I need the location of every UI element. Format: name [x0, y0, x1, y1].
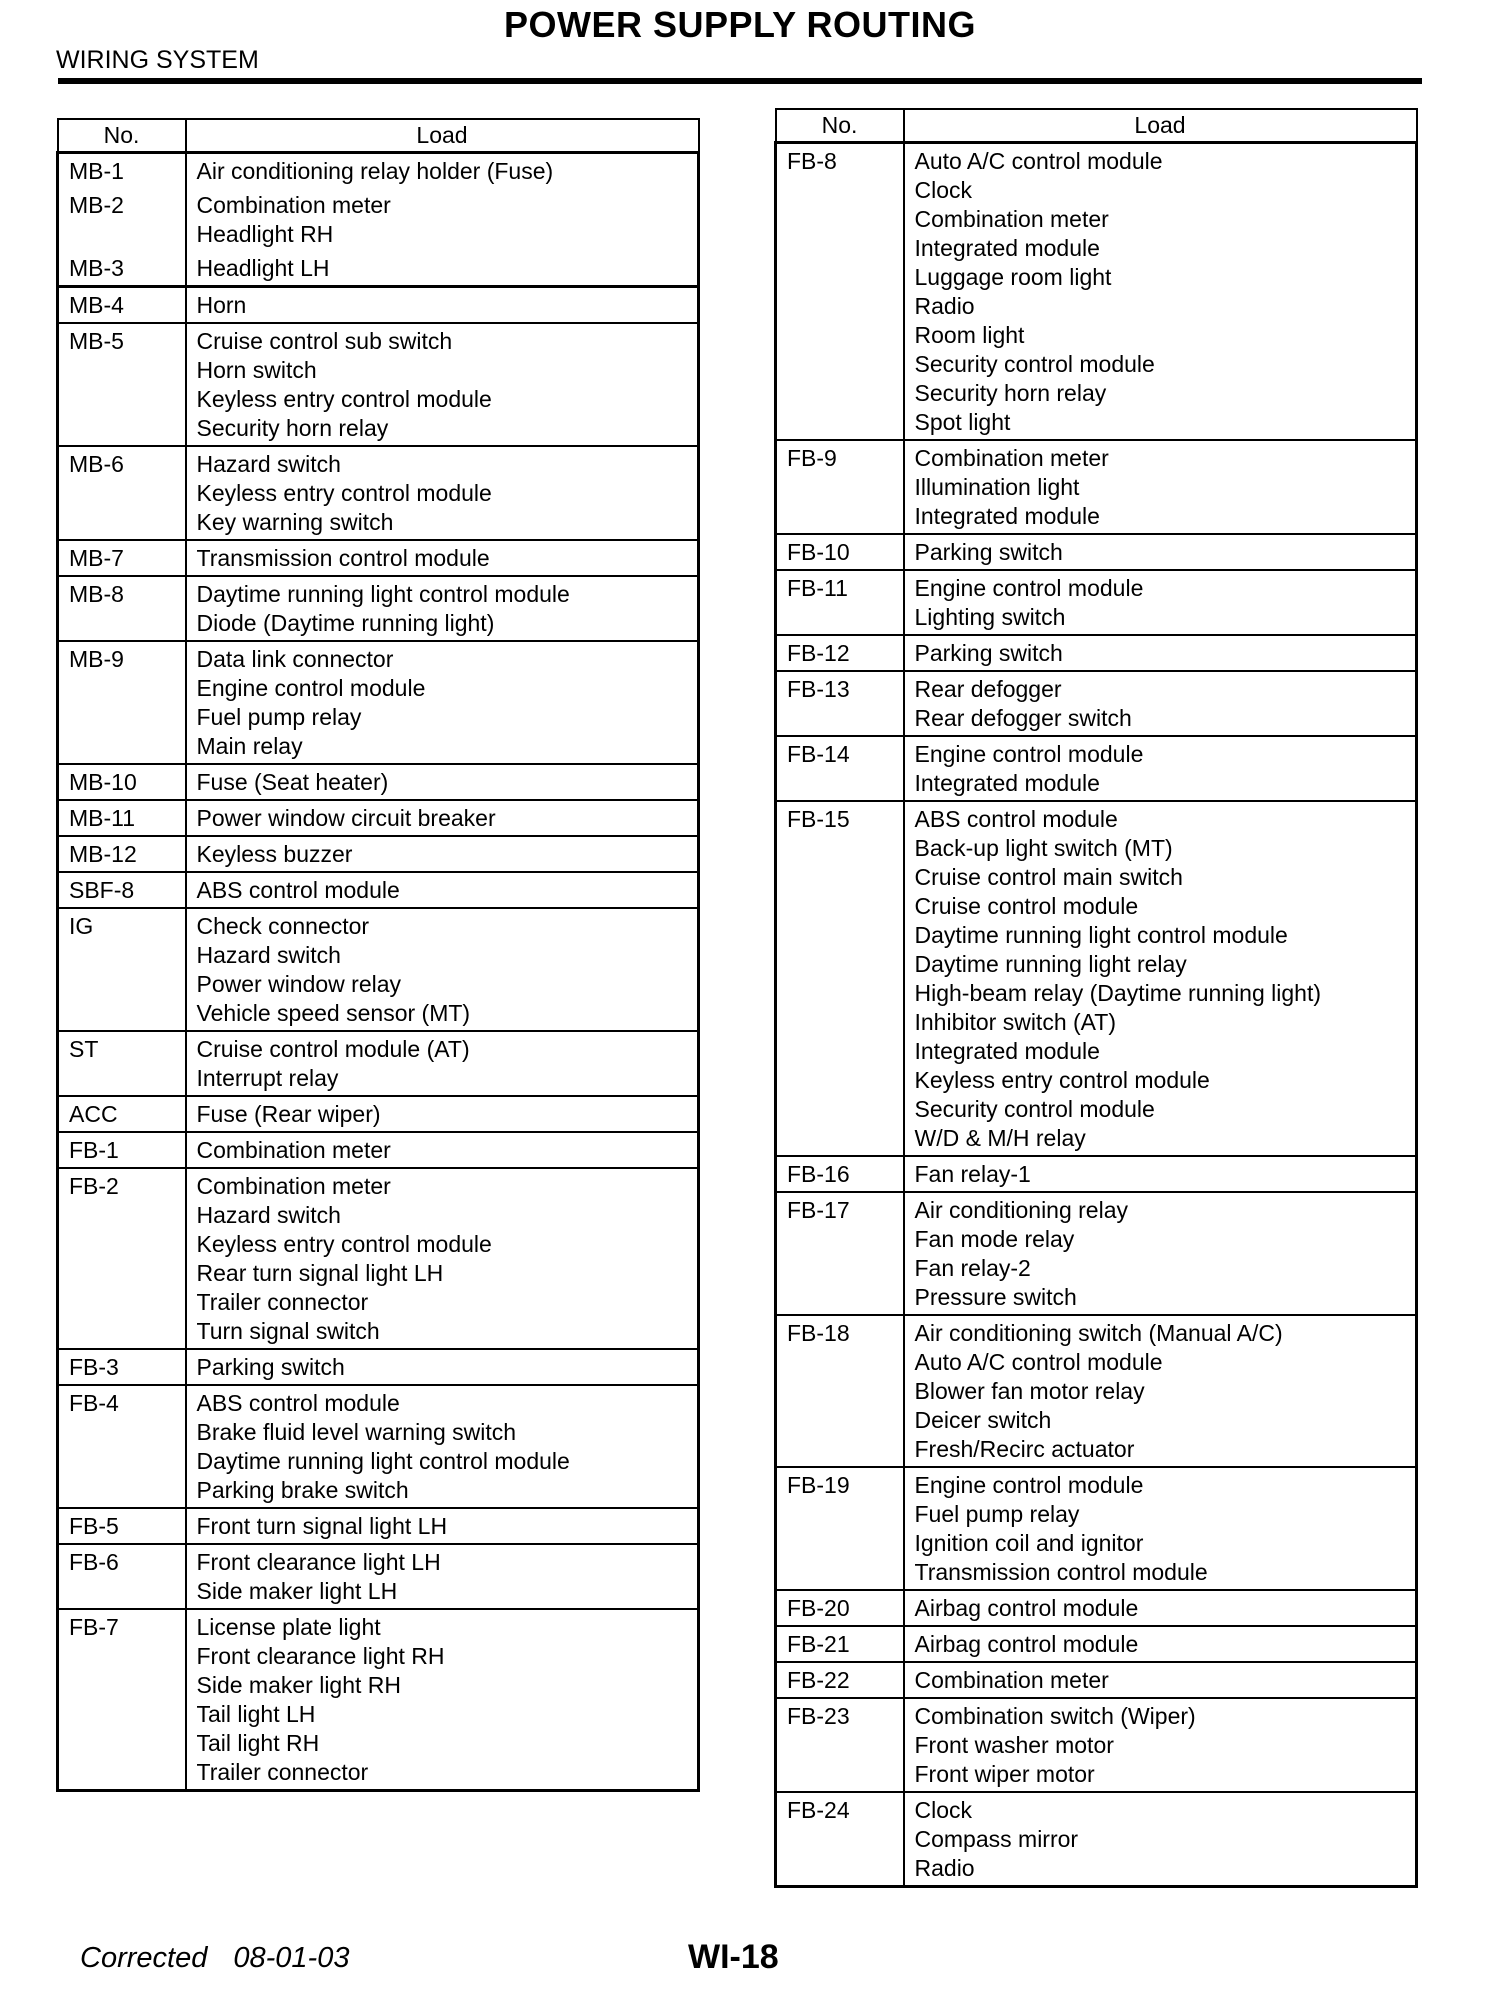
circuit-no: MB-5: [58, 323, 186, 446]
circuit-no: FB-18: [776, 1315, 904, 1467]
load-item: Fan relay-1: [914, 1161, 1031, 1187]
load-list: [904, 1156, 1417, 1192]
load-list: [186, 1349, 699, 1385]
circuit-no: FB-10: [776, 534, 904, 570]
section-label: WIRING SYSTEM: [56, 46, 259, 74]
load-list: [186, 188, 699, 251]
circuit-no: FB-8: [776, 143, 904, 441]
load-item: Fan relay-2: [914, 1255, 1031, 1281]
load-item: Side maker light LH: [196, 1578, 398, 1604]
load-item: Fuse (Rear wiper): [196, 1101, 381, 1127]
load-item: Hazard switch: [196, 942, 341, 968]
load-list: [904, 570, 1417, 635]
load-item: Parking switch: [196, 1354, 345, 1380]
load-list: [186, 908, 699, 1031]
circuit-no: FB-14: [776, 736, 904, 801]
load-list: [186, 446, 699, 540]
load-item: Airbag control module: [914, 1631, 1139, 1657]
load-item: Integrated module: [914, 1038, 1100, 1064]
load-list: [904, 440, 1417, 534]
load-item: Parking switch: [914, 640, 1063, 666]
table-row: [776, 1698, 1417, 1792]
load-item: Tail light RH: [196, 1730, 320, 1756]
load-item: Room light: [914, 322, 1025, 348]
load-item: High-beam relay (Daytime running light): [914, 980, 1321, 1006]
circuit-no: FB-6: [58, 1544, 186, 1609]
load-list: [186, 836, 699, 872]
load-item: Keyless buzzer: [196, 841, 353, 867]
load-item: Engine control module: [914, 575, 1144, 601]
table-row: [58, 1168, 699, 1349]
load-item: Luggage room light: [914, 264, 1112, 290]
load-item: Parking brake switch: [196, 1477, 409, 1503]
page-number: WI-18: [688, 1938, 779, 1976]
circuit-no: FB-16: [776, 1156, 904, 1192]
load-item: Clock: [914, 1797, 973, 1823]
load-item: Brake fluid level warning switch: [196, 1419, 517, 1445]
load-item: Turn signal switch: [196, 1318, 380, 1344]
right-table-body: [776, 143, 1417, 1887]
load-list: [186, 641, 699, 764]
load-item: Security horn relay: [914, 380, 1107, 406]
load-item: Hazard switch: [196, 451, 341, 477]
load-list: [904, 1192, 1417, 1315]
load-item: Power window circuit breaker: [196, 805, 496, 831]
load-item: Spot light: [914, 409, 1011, 435]
load-item: Air conditioning relay holder (Fuse): [196, 158, 554, 184]
load-item: Security control module: [914, 1096, 1155, 1122]
page-title: POWER SUPPLY ROUTING: [503, 4, 977, 45]
left-table-body: [58, 287, 699, 1791]
load-list: [904, 801, 1417, 1156]
load-item: Illumination light: [914, 474, 1080, 500]
table-row: [58, 1385, 699, 1508]
table-row: [58, 446, 699, 540]
load-list: [904, 1662, 1417, 1698]
load-item: Cruise control sub switch: [196, 328, 453, 354]
load-item: Air conditioning relay: [914, 1197, 1129, 1223]
load-item: Interrupt relay: [196, 1065, 339, 1091]
load-item: Engine control module: [914, 1472, 1144, 1498]
table-row: [776, 1192, 1417, 1315]
circuit-no: MB-11: [58, 800, 186, 836]
table-row: [776, 570, 1417, 635]
circuit-no: MB-4: [58, 287, 186, 324]
circuit-no: MB-10: [58, 764, 186, 800]
load-item: Security control module: [914, 351, 1155, 377]
table-row: [58, 540, 699, 576]
left-power-table: [56, 118, 700, 1792]
load-item: Integrated module: [914, 770, 1100, 796]
load-item: Diode (Daytime running light): [196, 610, 495, 636]
load-list: [186, 872, 699, 908]
load-list: [904, 1315, 1417, 1467]
load-item: Combination meter: [914, 1667, 1109, 1693]
revision-status: Corrected: [80, 1942, 208, 1974]
table-row: [58, 287, 699, 324]
load-item: Horn: [196, 292, 247, 318]
table-row: [776, 1626, 1417, 1662]
load-item: Ignition coil and ignitor: [914, 1530, 1144, 1556]
load-list: [904, 736, 1417, 801]
circuit-no: MB-2: [58, 188, 186, 251]
load-list: [904, 1590, 1417, 1626]
load-item: Keyless entry control module: [196, 386, 492, 412]
circuit-no: FB-3: [58, 1349, 186, 1385]
load-item: Radio: [914, 1855, 975, 1881]
circuit-no: FB-7: [58, 1609, 186, 1791]
table-row: [58, 836, 699, 872]
table-row: [58, 1349, 699, 1385]
circuit-no: MB-1: [58, 153, 186, 189]
load-list: [186, 800, 699, 836]
load-item: Daytime running light control module: [196, 581, 570, 607]
load-list: [186, 1385, 699, 1508]
load-item: Clock: [914, 177, 973, 203]
load-item: Side maker light RH: [196, 1672, 402, 1698]
circuit-no: FB-4: [58, 1385, 186, 1508]
load-item: Hazard switch: [196, 1202, 341, 1228]
table-row: [776, 1590, 1417, 1626]
load-item: Fuel pump relay: [196, 704, 362, 730]
load-item: ABS control module: [196, 1390, 400, 1416]
load-item: Fuse (Seat heater): [196, 769, 389, 795]
load-item: Cruise control main switch: [914, 864, 1183, 890]
table-row: [58, 872, 699, 908]
circuit-no: SBF-8: [58, 872, 186, 908]
load-item: Daytime running light control module: [196, 1448, 570, 1474]
load-list: [904, 1698, 1417, 1792]
load-item: Front turn signal light LH: [196, 1513, 448, 1539]
circuit-no: ACC: [58, 1096, 186, 1132]
load-item: Main relay: [196, 733, 303, 759]
load-item: Air conditioning switch (Manual A/C): [914, 1320, 1283, 1346]
circuit-no: FB-1: [58, 1132, 186, 1168]
load-item: Trailer connector: [196, 1289, 369, 1315]
load-list: [904, 534, 1417, 570]
table-row: [776, 1662, 1417, 1698]
load-item: Front clearance light RH: [196, 1643, 445, 1669]
load-item: Headlight LH: [196, 255, 330, 281]
load-list: [186, 1132, 699, 1168]
table-row: [776, 534, 1417, 570]
load-list: [186, 576, 699, 641]
table-row: [58, 1508, 699, 1544]
load-item: Front clearance light LH: [196, 1549, 441, 1575]
load-list: [186, 287, 699, 324]
load-item: Tail light LH: [196, 1701, 316, 1727]
table-row: [776, 143, 1417, 441]
header-rule: [58, 78, 1422, 84]
group-mb-1-3: [58, 153, 699, 287]
load-list: [186, 1609, 699, 1791]
circuit-no: FB-22: [776, 1662, 904, 1698]
load-item: Pressure switch: [914, 1284, 1077, 1310]
load-item: Key warning switch: [196, 509, 394, 535]
circuit-no: FB-11: [776, 570, 904, 635]
load-list: [186, 1508, 699, 1544]
load-item: Back-up light switch (MT): [914, 835, 1173, 861]
load-list: [186, 323, 699, 446]
load-item: Fresh/Recirc actuator: [914, 1436, 1135, 1462]
table-row: [58, 323, 699, 446]
revision-note: [80, 1942, 367, 1975]
circuit-no: IG: [58, 908, 186, 1031]
load-item: Cruise control module: [914, 893, 1139, 919]
load-item: ABS control module: [196, 877, 400, 903]
load-item: Auto A/C control module: [914, 1349, 1163, 1375]
table-row: [776, 1315, 1417, 1467]
load-item: Fuel pump relay: [914, 1501, 1080, 1527]
load-item: Horn switch: [196, 357, 317, 383]
load-item: Combination meter: [196, 1137, 391, 1163]
load-list: [904, 1626, 1417, 1662]
table-row: [58, 188, 699, 251]
load-item: Headlight RH: [196, 221, 334, 247]
load-item: Compass mirror: [914, 1826, 1079, 1852]
load-item: Cruise control module (AT): [196, 1036, 470, 1062]
table-header-row: [776, 109, 1417, 143]
circuit-no: FB-12: [776, 635, 904, 671]
load-item: Rear defogger switch: [914, 705, 1132, 731]
circuit-no: MB-3: [58, 251, 186, 287]
circuit-no: FB-20: [776, 1590, 904, 1626]
load-item: W/D & M/H relay: [914, 1125, 1086, 1151]
circuit-no: FB-19: [776, 1467, 904, 1590]
column-header-load: Load: [904, 109, 1417, 143]
table-row: [58, 153, 699, 189]
table-row: [58, 251, 699, 287]
circuit-no: FB-5: [58, 1508, 186, 1544]
load-list: [186, 764, 699, 800]
circuit-no: MB-8: [58, 576, 186, 641]
table-row: [58, 641, 699, 764]
column-header-no: No.: [776, 109, 904, 143]
load-list: [904, 635, 1417, 671]
load-list: [186, 251, 699, 287]
load-item: Integrated module: [914, 235, 1100, 261]
table-row: [58, 800, 699, 836]
circuit-no: MB-9: [58, 641, 186, 764]
circuit-no: ST: [58, 1031, 186, 1096]
circuit-no: FB-15: [776, 801, 904, 1156]
load-item: Deicer switch: [914, 1407, 1052, 1433]
load-list: [186, 1096, 699, 1132]
load-item: Combination meter: [914, 445, 1109, 471]
load-list: [904, 1467, 1417, 1590]
right-power-table: [774, 108, 1418, 1888]
circuit-no: MB-6: [58, 446, 186, 540]
load-item: Engine control module: [196, 675, 426, 701]
load-item: Trailer connector: [196, 1759, 369, 1785]
load-item: Blower fan motor relay: [914, 1378, 1145, 1404]
load-list: [904, 143, 1417, 441]
table-row: [776, 635, 1417, 671]
load-list: [904, 671, 1417, 736]
circuit-no: FB-24: [776, 1792, 904, 1887]
table-row: [58, 1544, 699, 1609]
load-item: Daytime running light control module: [914, 922, 1288, 948]
load-item: Integrated module: [914, 503, 1100, 529]
load-item: Transmission control module: [196, 545, 490, 571]
circuit-no: FB-21: [776, 1626, 904, 1662]
table-row: [58, 1031, 699, 1096]
load-item: Keyless entry control module: [196, 480, 492, 506]
column-header-load: Load: [186, 119, 699, 153]
column-header-no: No.: [58, 119, 186, 153]
load-item: Security horn relay: [196, 415, 389, 441]
load-item: Fan mode relay: [914, 1226, 1075, 1252]
load-list: [186, 540, 699, 576]
table-row: [776, 1156, 1417, 1192]
table-row: [776, 736, 1417, 801]
circuit-no: MB-7: [58, 540, 186, 576]
load-item: Data link connector: [196, 646, 394, 672]
load-item: Front wiper motor: [914, 1761, 1095, 1787]
load-item: Vehicle speed sensor (MT): [196, 1000, 471, 1026]
load-item: Power window relay: [196, 971, 402, 997]
table-header-row: [58, 119, 699, 153]
table-row: [776, 440, 1417, 534]
load-item: Engine control module: [914, 741, 1144, 767]
load-item: Parking switch: [914, 539, 1063, 565]
table-row: [776, 1467, 1417, 1590]
load-item: Check connector: [196, 913, 370, 939]
load-item: ABS control module: [914, 806, 1118, 832]
circuit-no: MB-12: [58, 836, 186, 872]
load-item: Front washer motor: [914, 1732, 1114, 1758]
load-list: [186, 1168, 699, 1349]
load-item: Lighting switch: [914, 604, 1066, 630]
load-item: Combination switch (Wiper): [914, 1703, 1196, 1729]
circuit-no: FB-2: [58, 1168, 186, 1349]
load-list: [904, 1792, 1417, 1887]
circuit-no: FB-23: [776, 1698, 904, 1792]
load-item: Daytime running light relay: [914, 951, 1187, 977]
table-row: [776, 671, 1417, 736]
table-row: [58, 1609, 699, 1791]
load-item: Transmission control module: [914, 1559, 1208, 1585]
table-row: [776, 801, 1417, 1156]
load-item: Auto A/C control module: [914, 148, 1163, 174]
load-item: Combination meter: [196, 1173, 391, 1199]
load-item: Airbag control module: [914, 1595, 1139, 1621]
revision-date: 08-01-03: [233, 1942, 350, 1974]
load-item: Rear turn signal light LH: [196, 1260, 444, 1286]
load-item: Inhibitor switch (AT): [914, 1009, 1117, 1035]
load-item: Radio: [914, 293, 975, 319]
load-item: Keyless entry control module: [914, 1067, 1210, 1093]
load-item: Combination meter: [196, 192, 391, 218]
table-row: [58, 576, 699, 641]
load-item: Combination meter: [914, 206, 1109, 232]
circuit-no: FB-9: [776, 440, 904, 534]
table-row: [776, 1792, 1417, 1887]
circuit-no: FB-17: [776, 1192, 904, 1315]
table-row: [58, 908, 699, 1031]
load-list: [186, 1544, 699, 1609]
table-row: [58, 1132, 699, 1168]
load-item: Rear defogger: [914, 676, 1062, 702]
load-item: License plate light: [196, 1614, 381, 1640]
table-row: [58, 764, 699, 800]
load-list: [186, 1031, 699, 1096]
circuit-no: FB-13: [776, 671, 904, 736]
table-row: [58, 1096, 699, 1132]
load-list: [186, 153, 699, 189]
load-item: Keyless entry control module: [196, 1231, 492, 1257]
